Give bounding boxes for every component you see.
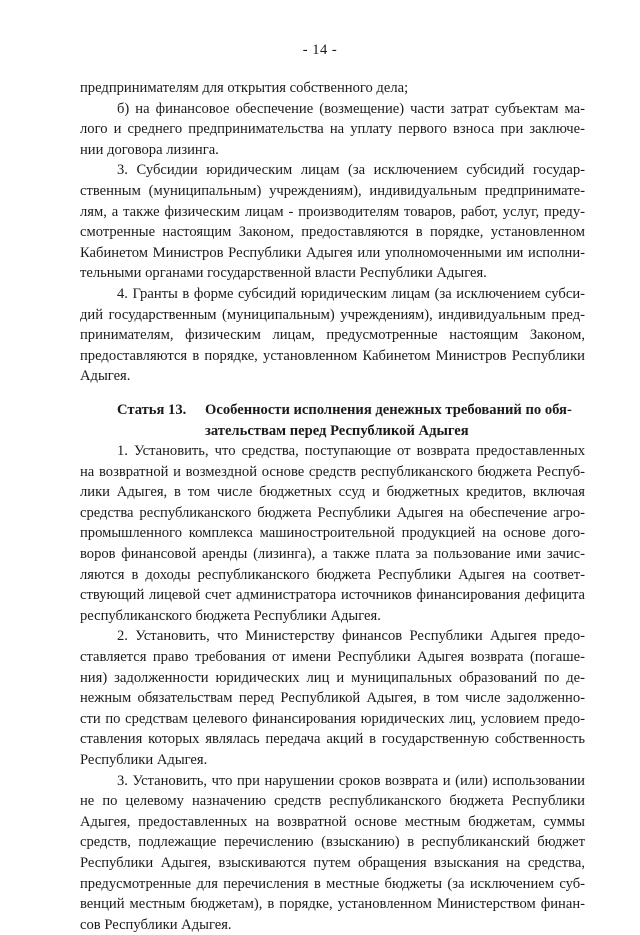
- article-label: Статья 13.: [117, 401, 187, 418]
- text-line: воров финансовой аренды (лизинга), а также плата за пользование ими зачис-: [80, 546, 585, 563]
- text-line: ствующий лицевой счет администратора источников финансирования дефицита: [80, 587, 585, 604]
- text-line: ставляется право требования от имени Республики Адыгея возврата (погаше-: [80, 649, 585, 666]
- text-block-subsidies: [80, 78, 585, 387]
- text-line: 2. Установить, что Министерству финансов Республики Адыгея предо-: [117, 628, 585, 645]
- article-heading-line-2: [80, 421, 585, 442]
- text-line: нии договора лизинга.: [80, 141, 219, 158]
- text-line: ставления которых являлась передача акций в государственную собственность: [80, 731, 585, 748]
- text-line: принимателям, физическим лицам, предусмотренные настоящим Законом,: [80, 327, 585, 344]
- text-line: сти по средствам целевого финансирования юридических лиц, условием предо-: [80, 710, 585, 727]
- page-number: - 14 -: [302, 42, 338, 58]
- text-line: ния) задолженности юридических лиц и муниципальных образований по де-: [80, 669, 585, 686]
- text-line: сов Республики Адыгея.: [80, 916, 232, 933]
- text-line: дий государственным (муниципальным) учреждениям), индивидуальным пред-: [80, 306, 585, 323]
- text-line: республиканского бюджета Республики Адыгея.: [80, 607, 381, 624]
- text-line: смотренные настоящим Законом, предоставляются в порядке, установленном: [80, 224, 585, 241]
- text-line: Кабинетом Министров Республики Адыгея или уполномоченными им исполни-: [80, 244, 585, 261]
- text-line: ственным (муниципальным) учреждениям), индивидуальным предпринимате-: [80, 182, 585, 199]
- text-line: венций местным бюджетам), в порядке, установленном Министерством финан-: [80, 896, 585, 913]
- text-line: тельными органами государственной власти Республики Адыгея.: [80, 265, 487, 282]
- text-line: предоставляются в порядке, установленном Кабинетом Министров Республики: [80, 347, 585, 364]
- text-line: 3. Субсидии юридическим лицам (за исключением субсидий государ-: [117, 162, 585, 179]
- text-line: лям, а также физическим лицам - производителям товаров, работ, услуг, преду-: [80, 203, 585, 220]
- text-line: средства республиканского бюджета Республики Адыгея на обеспечение агро-: [80, 504, 585, 521]
- text-line: предпринимателям для открытия собственного дела;: [80, 80, 409, 96]
- section-gap: [80, 387, 585, 400]
- article-heading: [80, 400, 585, 441]
- article-heading-line-1: [80, 400, 585, 421]
- text-line: Республики Адыгея, взыскиваются путем обращения взыскания на средства,: [80, 854, 585, 871]
- text-line: 1. Установить, что средства, поступающие от возврата предоставленных: [117, 443, 585, 460]
- text-line: Адыгея, предоставленных на возвратной основе местным бюджетам, суммы: [80, 813, 585, 830]
- text-line: Адыгея.: [80, 368, 131, 385]
- text-line: предусмотренные для перечисления в местные бюджеты (за исключением суб-: [80, 875, 585, 892]
- text-line: средств, подлежащие перечислению (взысканию) в республиканский бюджет: [80, 834, 585, 851]
- text-line: лого и среднего предпринимательства на уплату первого взноса при заключе-: [80, 121, 585, 138]
- text-line: б) на финансовое обеспечение (возмещение) части затрат субъектам ма-: [117, 100, 585, 117]
- text-line: не по целевому назначению средств республиканского бюджета Республики: [80, 793, 585, 810]
- article-title-line-1: Особенности исполнения денежных требований по обя-: [205, 401, 572, 418]
- document-body: [80, 78, 585, 935]
- text-line: нежным обязательствам перед Республикой Адыгея, в том числе задолженно-: [80, 690, 585, 707]
- text-line: промышленного комплекса машиностроительной продукцией на основе дого-: [80, 525, 585, 542]
- article-title-line-2: зательствам перед Республикой Адыгея: [205, 422, 469, 439]
- text-line: ляются в доходы республиканского бюджета Республики Адыгея на соответ-: [80, 566, 585, 583]
- text-line: Республики Адыгея.: [80, 752, 208, 768]
- text-block-article-13: [80, 441, 585, 935]
- text-line: 3. Установить, что при нарушении сроков возврата и (или) использовании: [117, 772, 585, 789]
- text-line: 4. Гранты в форме субсидий юридическим лицам (за исключением субси-: [117, 285, 585, 302]
- text-line: на возвратной и возмездной основе средств республиканского бюджета Респуб-: [80, 463, 585, 480]
- text-line: лики Адыгея, в том числе бюджетных ссуд и бюджетных кредитов, включая: [80, 484, 585, 501]
